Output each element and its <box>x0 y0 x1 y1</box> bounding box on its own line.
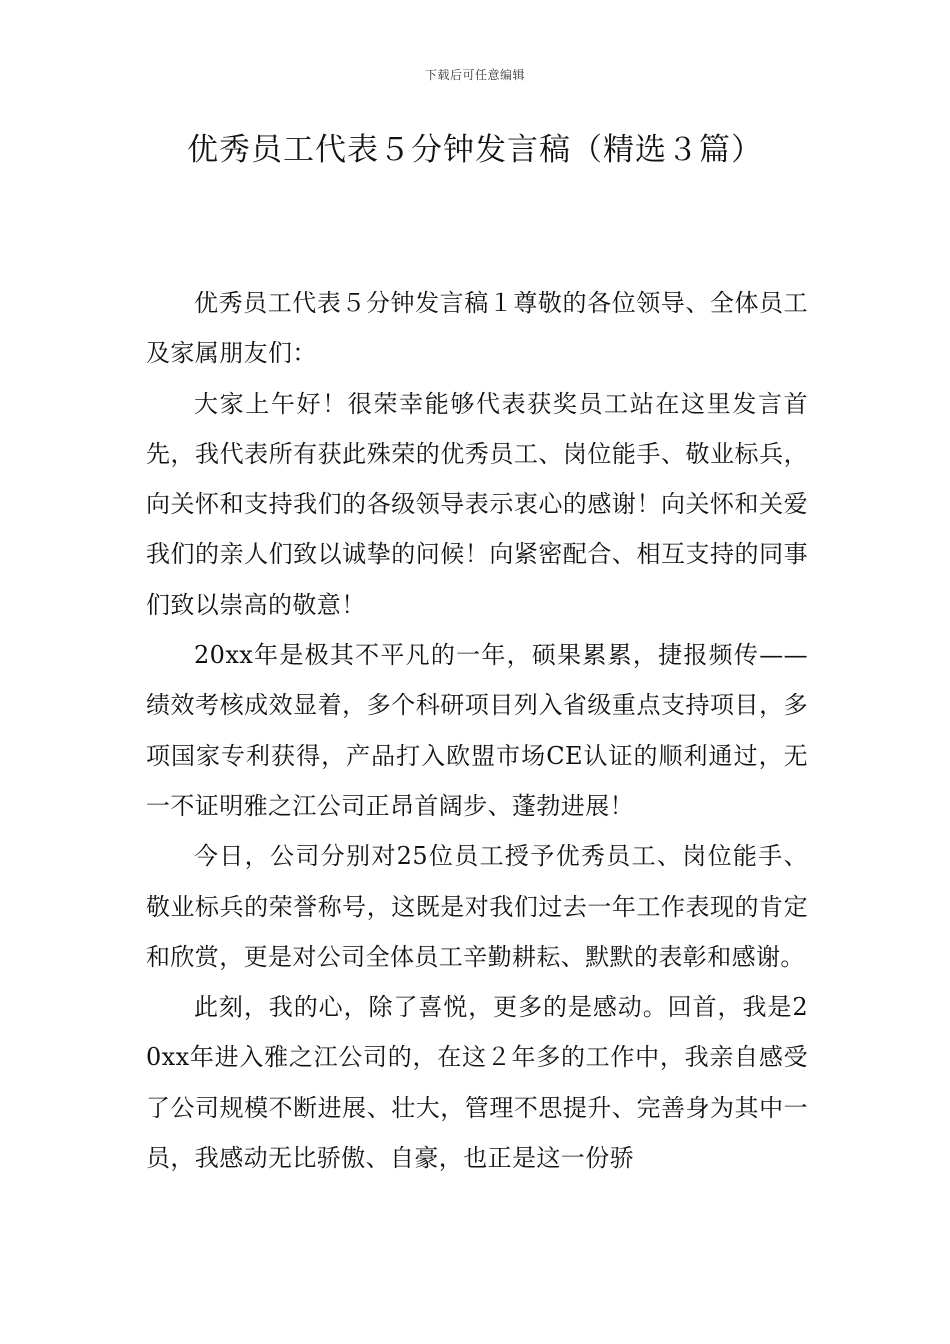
document-body <box>146 278 808 1183</box>
paragraph-2: 大家上午好！很荣幸能够代表获奖员工站在这里发言首先，我代表所有获此殊荣的优秀员工、岗位能手、敬业标兵，向关怀和支持我们的各级领导表示衷心的感谢！向关怀和关爱我们的亲人们致以诚挚的问候！向紧密配合、相互支持的同事们致以崇高的敬意！ <box>146 389 808 619</box>
paragraph-5: 此刻，我的心，除了喜悦，更多的是感动。回首，我是20xx年进入雅之江公司的，在这２年多的工作中，我亲自感受了公司规模不断进展、壮大，管理不思提升、完善身为其中一员，我感动无比骄傲、自豪，也正是这一份骄 <box>146 993 808 1173</box>
paragraph-3: 20xx年是极其不平凡的一年，硕果累累，捷报频传——绩效考核成效显着，多个科研项目列入省级重点支持项目，多项国家专利获得，产品打入欧盟市场CE认证的顺利通过，无一不证明雅之江公司正昂首阔步、蓬勃进展！ <box>146 641 808 820</box>
paragraph-4: 今日，公司分别对25位员工授予优秀员工、岗位能手、敬业标兵的荣誉称号，这既是对我们过去一年工作表现的肯定和欣赏，更是对公司全体员工辛勤耕耘、默默的表彰和感谢。 <box>146 842 808 971</box>
paragraph-1: 优秀员工代表５分钟发言稿１尊敬的各位领导、全体员工及家属朋友们： <box>146 289 808 368</box>
header-note: 下载后可任意编辑 <box>424 68 525 82</box>
document-title: 优秀员工代表５分钟发言稿（精选３篇） <box>187 132 763 168</box>
